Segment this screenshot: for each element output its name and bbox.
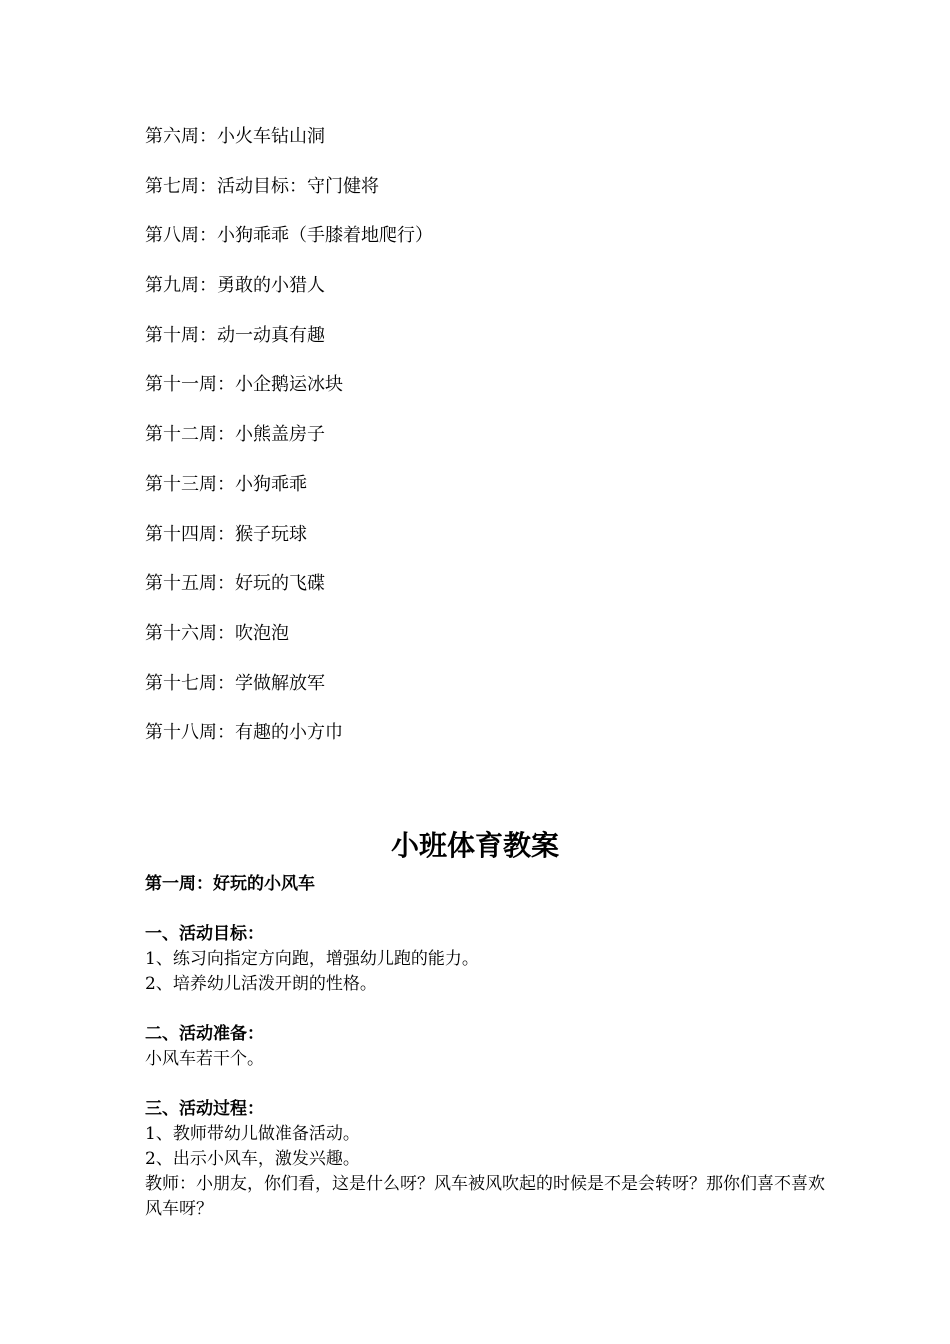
- week-schedule-list: [145, 124, 433, 770]
- week-item: 第十三周：小狗乖乖: [145, 473, 307, 495]
- week-item: 第十六周：吹泡泡: [145, 622, 289, 644]
- process-step: 2、出示小风车，激发兴趣。: [145, 1149, 360, 1169]
- lesson-plan-title: 小班体育教案: [390, 829, 559, 862]
- process-heading: 三、活动过程：: [145, 1099, 264, 1119]
- week-item: 第十八周：有趣的小方巾: [145, 722, 343, 744]
- process-step: 1、教师带幼儿做准备活动。: [145, 1124, 360, 1144]
- goal-item: 1、练习向指定方向跑，增强幼儿跑的能力。: [145, 949, 479, 969]
- week-item: 第八周：小狗乖乖（手膝着地爬行）: [145, 225, 433, 247]
- goal-item: 2、培养幼儿活泼开朗的性格。: [145, 974, 377, 994]
- week-item: 第十七周：学做解放军: [145, 672, 325, 694]
- week-item: 第十一周：小企鹅运冰块: [145, 374, 343, 396]
- week-item: 第七周：活动目标：守门健将: [145, 175, 379, 197]
- week-item: 第十四周：猴子玩球: [145, 523, 307, 545]
- week-item: 第六周：小火车钻山洞: [145, 126, 325, 147]
- teacher-dialogue: 教师：小朋友，你们看，这是什么呀？风车被风吹起的时候是不是会转呀？那你们喜不喜欢风车呀？: [145, 1174, 825, 1219]
- week-item: 第十二周：小熊盖房子: [145, 424, 325, 446]
- week-item: 第十五周：好玩的飞碟: [145, 573, 325, 595]
- week-item: 第十周：动一动真有趣: [145, 324, 325, 346]
- goals-heading: 一、活动目标：: [145, 924, 264, 944]
- week-heading: 第一周：好玩的小风车: [145, 874, 315, 894]
- lesson-plan-body: [145, 872, 825, 1222]
- prep-text: 小风车若干个。: [145, 1049, 264, 1069]
- prep-heading: 二、活动准备：: [145, 1024, 264, 1044]
- week-item: 第九周：勇敢的小猎人: [145, 275, 325, 297]
